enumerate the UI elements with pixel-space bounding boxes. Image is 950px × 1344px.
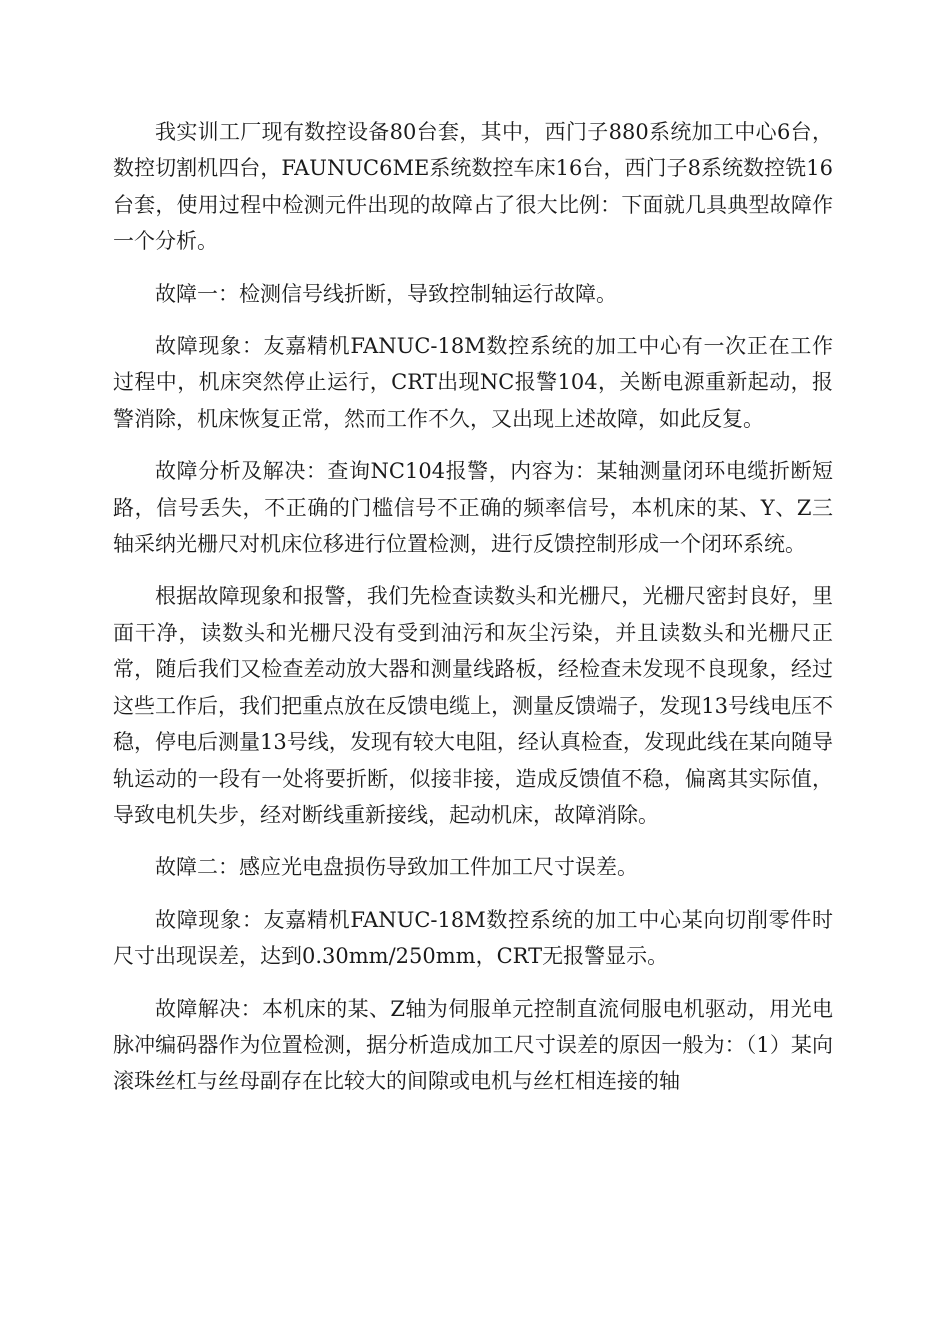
paragraph-fault-one-symptom: 故障现象：友嘉精机FANUC-18M数控系统的加工中心有一次正在工作过程中，机床突然停止运行，CRT出现NC报警104，关断电源重新起动，报警消除，机床恢复正常，然而工作不久，又出现上述故障，如此反复。 [113,334,833,431]
paragraph-fault-two-symptom: 故障现象：友嘉精机FANUC-18M数控系统的加工中心某向切削零件时尺寸出现误差，达到0.30mm/250mm，CRT无报警显示。 [113,907,833,969]
paragraph-fault-two-solution: 故障解决：本机床的某、Z轴为伺服单元控制直流伺服电机驱动，用光电脉冲编码器作为位置检测，据分析造成加工尺寸误差的原因一般为：（1）某向滚珠丝杠与丝母副存在比较大的间隙或电机与丝杠相连接的轴 [113,996,833,1094]
paragraph-fault-one-title: 故障一：检测信号线折断，导致控制轴运行故障。 [155,281,617,306]
paragraph-fault-one-diagnosis: 根据故障现象和报警，我们先检查读数头和光栅尺，光栅尺密封良好，里面干净，读数头和光栅尺没有受到油污和灰尘污染，并且读数头和光栅尺正常，随后我们又检查差动放大器和测量线路板，经检查未发现不良现象，经过这些工作后，我们把重点放在反馈电缆上，测量反馈端子，发现13号线电压不稳，停电后测量13号线，发现有较大电阻，经认真检查，发现此线在某向随导轨运动的一段有一处将要折断，似接非接，造成反馈值不稳，偏离其实际值，导致电机失步，经对断线重新接线，起动机床，故障消除。 [113,584,833,827]
paragraph-fault-one-analysis: 故障分析及解决：查询NC104报警，内容为：某轴测量闭环电缆折断短路，信号丢失，不正确的门槛信号不正确的频率信号，本机床的某、Y、Z三轴采纳光栅尺对机床位移进行位置检测，进行反馈控制形成一个闭环系统。 [113,459,833,557]
paragraph-intro: 我实训工厂现有数控设备80台套，其中，西门子880系统加工中心6台，数控切割机四台，FAUNUC6ME系统数控车床16台，西门子8系统数控铣16台套，使用过程中检测元件出现的故障占了很大比例：下面就几具典型故障作一个分析。 [113,120,833,254]
paragraph-fault-two-title: 故障二：感应光电盘损伤导致加工件加工尺寸误差。 [155,855,638,880]
document-body [113,114,833,1116]
